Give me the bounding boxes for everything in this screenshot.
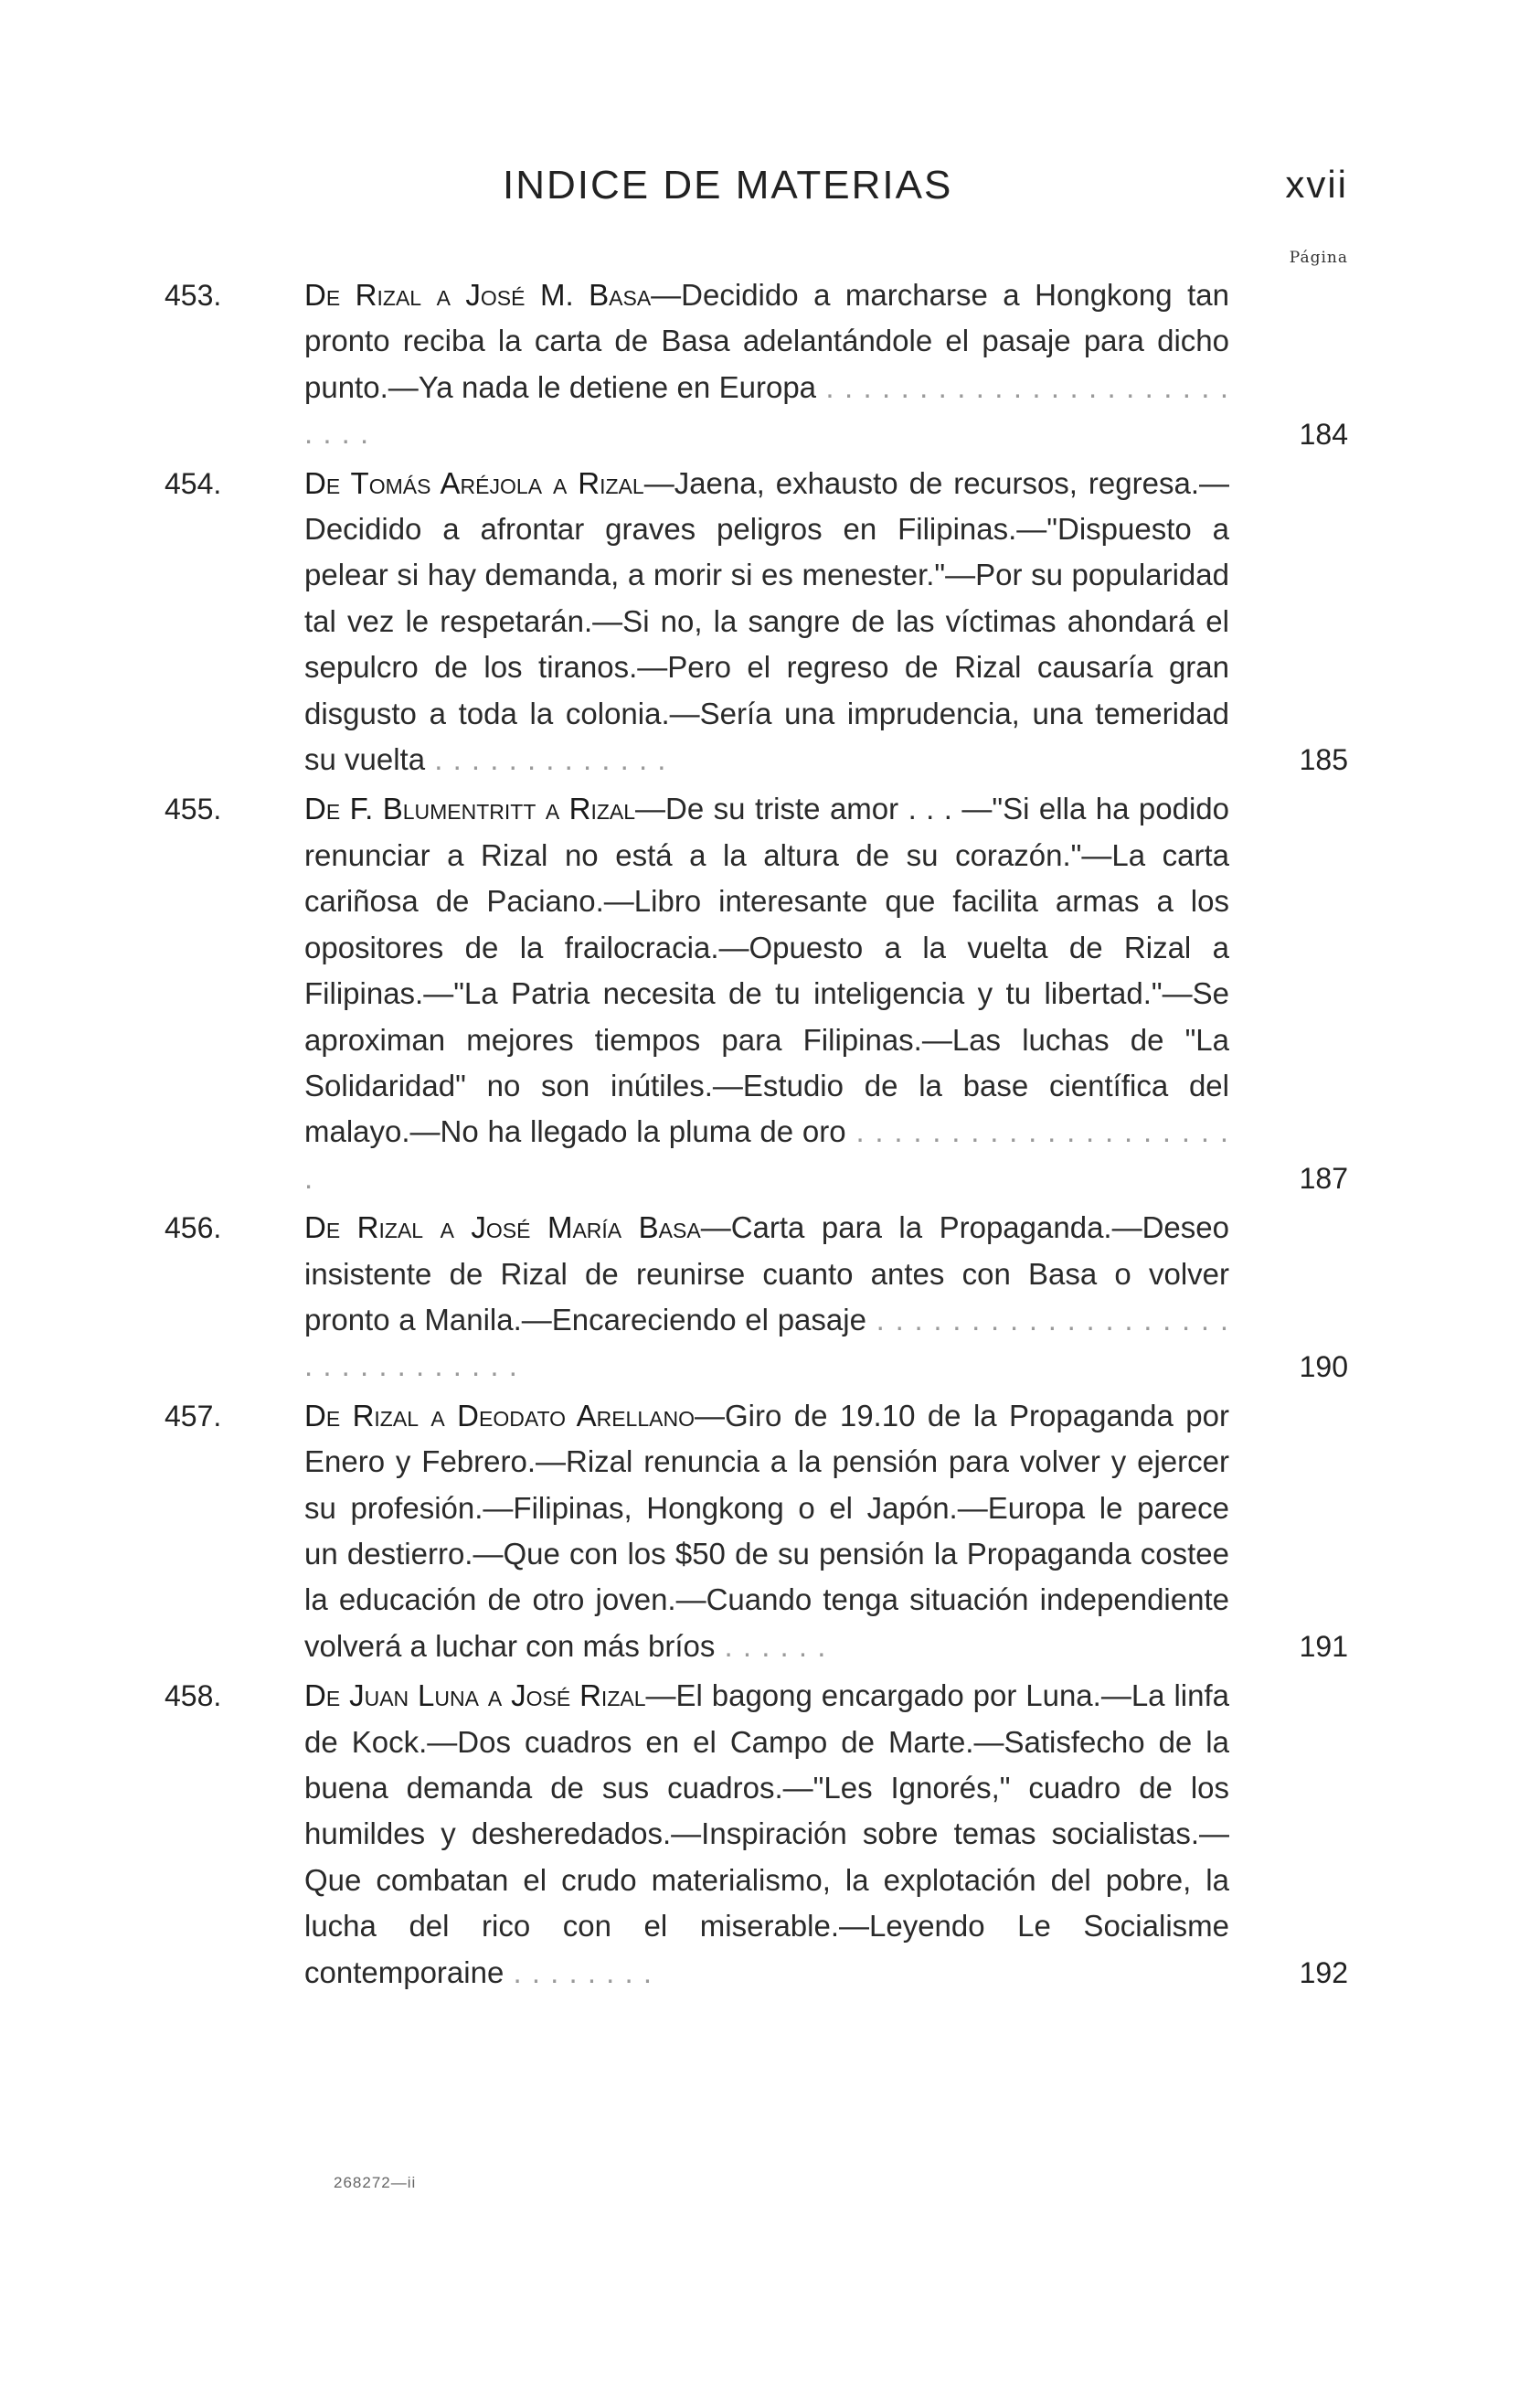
entry-text [304, 461, 1229, 783]
printer-signature: 268272—ii [334, 2174, 417, 2191]
entry-summary: —El bagong encargado por Luna.—La linfa de Kock.—Dos cuadros en el Campo de Marte.—Satisfecho de la buena demanda de sus cuadros.—"Les Ignorés," cuadro de los humildes y desheredados.—Inspiración sobre temas socialistas.—Que combatan el crudo materialismo, la explotación del pobre, la lucha del rico con el miserable.—Leyendo Le Socialisme contemporaine [304, 1678, 1229, 1989]
page-header [165, 163, 1348, 218]
entry-heading: De Rizal a José M. Basa [304, 278, 652, 312]
entry-summary: —Decidido a marcharse a Hongkong tan pronto reciba la carta de Basa adelantándole el pasaje para dicho punto.—Ya nada le detiene en Europa [304, 278, 1229, 404]
page-folio: xvii [1285, 163, 1348, 206]
entry-number: 453. [165, 279, 222, 312]
entry-number: 457. [165, 1399, 222, 1432]
toc-entry [165, 1673, 1348, 1996]
entry-page-number: 190 [1299, 1349, 1348, 1383]
entry-page-number: 184 [1299, 417, 1348, 451]
entry-text [304, 786, 1229, 1201]
entry-text [304, 1393, 1229, 1669]
dot-leader: . . . . . . . . . . . . . . . . . . . . . . . . . . . . . . . [304, 1302, 1229, 1383]
dot-leader: . . . . . . . . . . . . . . . . . . . . . . . . . . [304, 369, 1229, 451]
dot-leader: . . . . . . . . . . . . . . . . . . . . . [304, 1114, 1229, 1195]
entry-page-number: 191 [1299, 1630, 1348, 1664]
page-title: INDICE DE MATERIAS [503, 163, 953, 208]
entry-page-number: 192 [1299, 1956, 1348, 1990]
page-column-label: Página [1289, 249, 1348, 267]
entry-heading: De Rizal a Deodato Arellano [304, 1398, 695, 1432]
entry-number: 454. [165, 466, 222, 500]
toc-entry [165, 272, 1348, 457]
entry-text [304, 1205, 1229, 1390]
entry-page-number: 185 [1299, 743, 1348, 777]
toc-entry [165, 1205, 1348, 1390]
entry-heading: De Juan Luna a José Rizal [304, 1678, 646, 1713]
entry-heading: De F. Blumentritt a Rizal [304, 792, 636, 826]
entry-summary: —Jaena, exhausto de recursos, regresa.—Decidido a afrontar graves peligros en Filipinas.—"Dispuesto a pelear si hay demanda, a morir si es menester."—Por su popularidad tal vez le respetarán.—Si no, la sangre de las víctimas ahondará el sepulcro de los tiranos.—Pero el regreso de Rizal causaría gran disgusto a toda la colonia.—Sería una imprudencia, una temeridad su vuelta [304, 465, 1229, 777]
toc-entry [165, 786, 1348, 1201]
entry-heading: De Rizal a José María Basa [304, 1210, 701, 1245]
entry-text [304, 272, 1229, 457]
entry-page-number: 187 [1299, 1162, 1348, 1196]
dot-leader: . . . . . . . . [504, 1954, 653, 1989]
dot-leader: . . . . . . . . . . . . . [425, 742, 667, 777]
entry-summary: —De su triste amor . . . —"Si ella ha podido renunciar a Rizal no está a la altura de su corazón."—La carta cariñosa de Paciano.—Libro interesante que facilita armas a los opositores de la frailocracia.—Opuesto a la vuelta de Rizal a Filipinas.—"La Patria necesita de tu inteligencia y tu libertad."—Se aproximan mejores tiempos para Filipinas.—Las luchas de "La Solidaridad" no son inútiles.—Estudio de la base científica del malayo.—No ha llegado la pluma de oro [304, 792, 1229, 1149]
entry-heading: De Tomás Aréjola a Rizal [304, 465, 644, 500]
entry-text [304, 1673, 1229, 1996]
entry-summary: —Giro de 19.10 de la Propaganda por Enero y Febrero.—Rizal renuncia a la pensión para volver y ejercer su profesión.—Filipinas, Hongkong o el Japón.—Europa le parece un destierro.—Que con los $50 de su pensión la Propaganda costee la educación de otro joven.—Cuando tenga situación independiente volverá a luchar con más bríos [304, 1398, 1229, 1663]
entry-summary: —Carta para la Propaganda.—Deseo insistente de Rizal de reunirse cuanto antes con Basa o volver pronto a Manila.—Encareciendo el pasaje [304, 1210, 1229, 1337]
entry-number: 455. [165, 793, 222, 826]
toc-entry [165, 461, 1348, 783]
entry-number: 456. [165, 1211, 222, 1245]
dot-leader: . . . . . . [715, 1628, 827, 1663]
entry-number: 458. [165, 1679, 222, 1713]
toc-entry [165, 1393, 1348, 1669]
table-of-contents [165, 272, 1348, 1999]
